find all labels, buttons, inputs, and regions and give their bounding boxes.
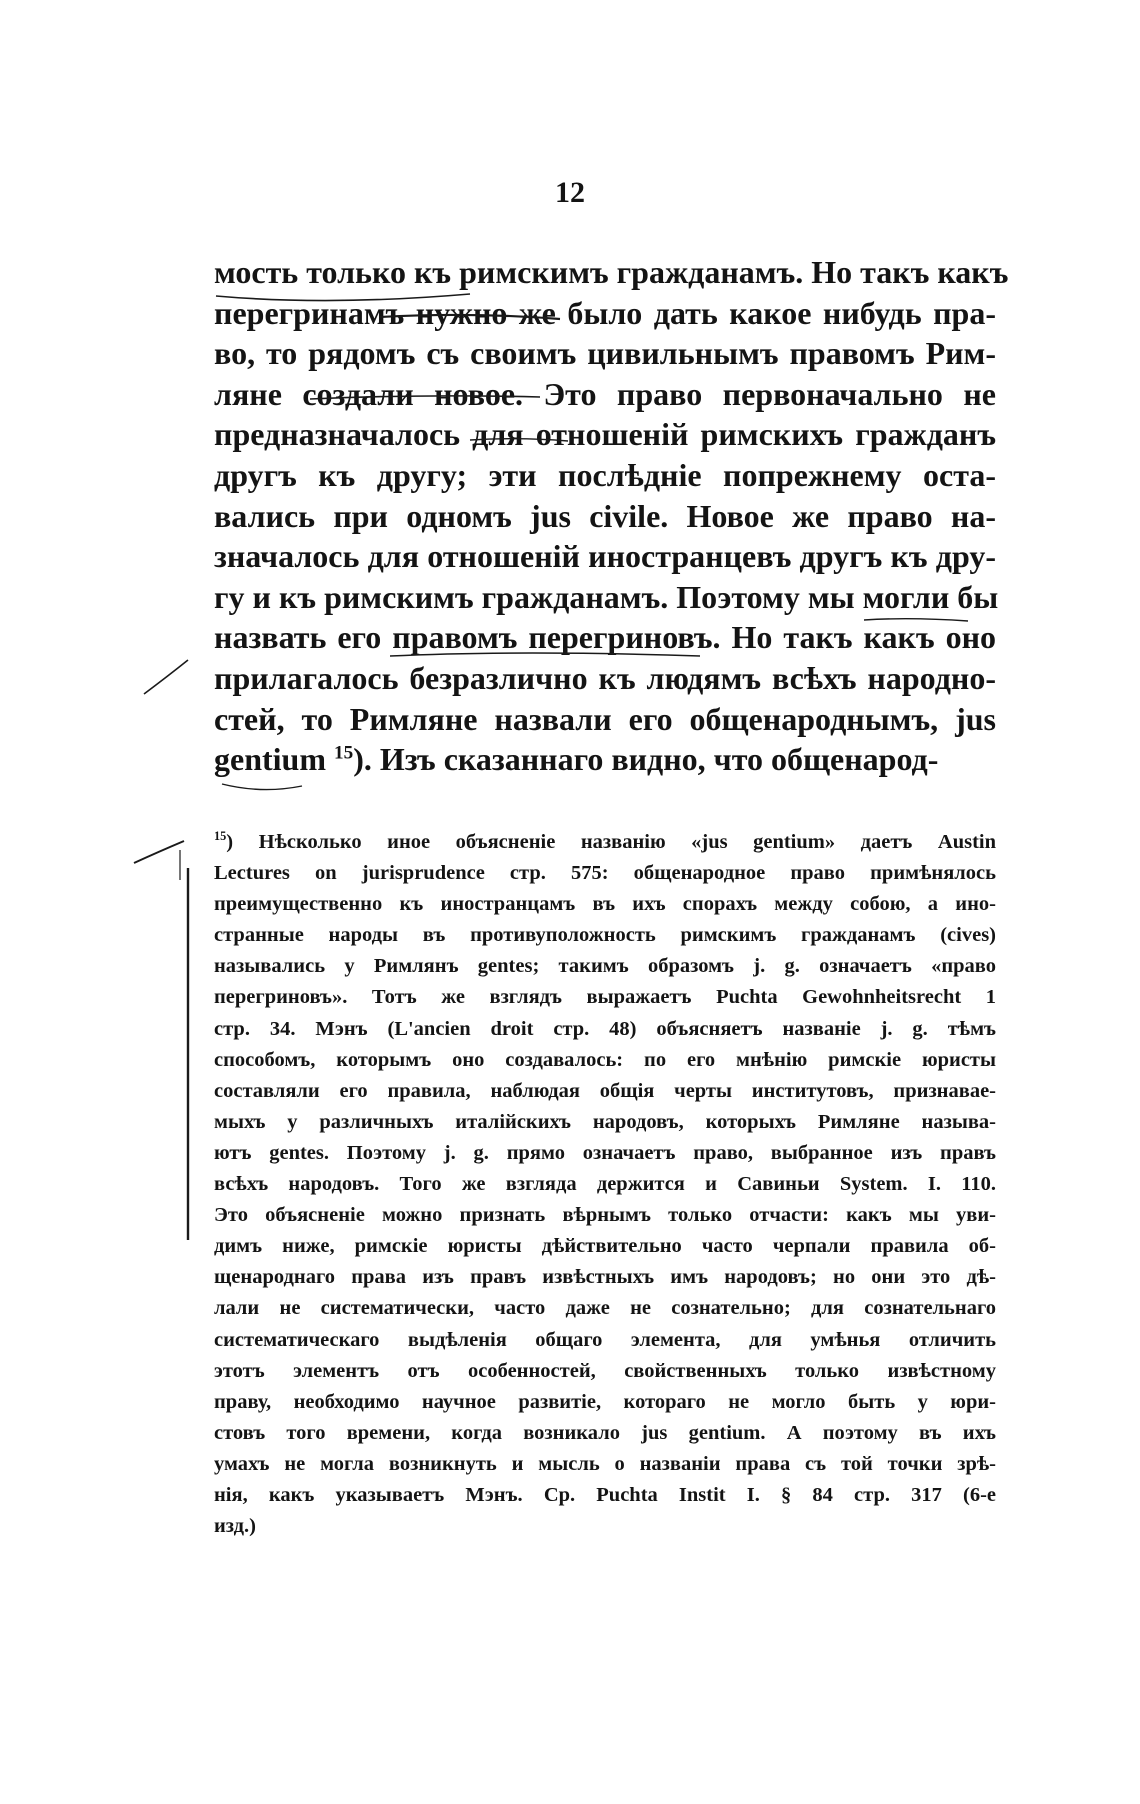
inline-term: gentium xyxy=(214,741,326,778)
footnote-line: изд.) xyxy=(214,1515,257,1538)
text-line: вались при одномъ jus civile. Новое же право на- xyxy=(214,497,996,534)
margin-pencil-stroke xyxy=(134,841,184,863)
page-number: 12 xyxy=(555,176,585,209)
text-line: мость только къ римскимъ гражданамъ. Но такъ какъ xyxy=(214,254,1009,290)
footnote-line: ютъ gentes. Поэтому j. g. прямо означаетъ право, выбранное изъ правъ xyxy=(214,1141,996,1164)
footnote-line: преимущественно къ иностранцамъ въ ихъ спорахъ между собою, а ино- xyxy=(214,893,996,916)
footnote-line: назывались у Римлянъ gentes; такимъ образомъ j. g. означаетъ «право xyxy=(214,955,996,978)
footnote-line: Это объясненiе можно признать вѣрнымъ только отчасти: какъ мы уви- xyxy=(214,1204,996,1227)
text-line: ляне создали новое. Это право первоначально не xyxy=(214,375,996,412)
footnote-reference: 15 xyxy=(334,742,354,764)
footnote-line: перегриновъ». Тотъ же взглядъ выражаетъ Puchta Gewohnheitsrecht 1 xyxy=(214,986,996,1009)
footnote xyxy=(214,827,996,1542)
footnote-line: стр. 34. Мэнъ (L'ancien droit стр. 48) объясняетъ названiе j. g. тѣмъ xyxy=(214,1017,996,1040)
footnote-line: стовъ того времени, когда возникало jus gentium. А поэтому въ ихъ xyxy=(214,1421,996,1444)
footnote-line: систематическаго выдѣленiя общаго элемента, для умѣнья отличить xyxy=(214,1328,996,1351)
text-line: стей, то Римляне назвали его общенароднымъ, jus xyxy=(214,700,996,737)
text-line: гу и къ римскимъ гражданамъ. Поэтому мы могли бы xyxy=(214,578,999,615)
text-fragment: ). Изъ сказаннаго видно, что общенарод- xyxy=(353,741,939,778)
text-line: значалось для отношенiй иностранцевъ другъ къ дру- xyxy=(214,538,996,575)
footnote-marker: 15 xyxy=(214,829,227,844)
underline-mark xyxy=(222,784,302,790)
text-line: прилагалось безразлично къ людямъ всѣхъ народно- xyxy=(214,659,996,696)
footnote-line: лали не систематически, часто даже не сознательно; для сознательнаго xyxy=(214,1297,996,1320)
footnote-line: странные народы въ противуположность римскимъ гражданамъ (cives) xyxy=(214,924,996,947)
footnote-line: всѣхъ народовъ. Того же взгляда держится и Савиньи System. I. 110. xyxy=(214,1173,996,1196)
footnote-line: способомъ, которымъ оно создавалось: по его мнѣнiю римскiе юристы xyxy=(214,1048,996,1071)
main-text xyxy=(214,252,1009,780)
text-line: назвать его правомъ перегриновъ. Но такъ какъ оно xyxy=(214,619,996,656)
text-line: перегринамъ нужно же было дать какое нибудь пра- xyxy=(214,294,996,331)
margin-pencil-stroke xyxy=(144,660,188,694)
footnote-line: составляли его правила, наблюдая общiя черты институтовъ, признавае- xyxy=(214,1079,996,1102)
text-fragment: ) Нѣсколько иное объясненiе названiю «jus gentium» даетъ Austin xyxy=(226,831,996,853)
footnote-line: щенароднаго права изъ правъ извѣстныхъ имъ народовъ; но они это дѣ- xyxy=(214,1266,996,1289)
footnote-line: умахъ не могла возникнуть и мысль о названiи права съ той точки зрѣ- xyxy=(214,1452,996,1475)
text-line: предназначалось для отношенiй римскихъ гражданъ xyxy=(214,416,996,453)
footnote-line: этотъ элементъ отъ особенностей, свойственныхъ только извѣстному xyxy=(214,1359,996,1382)
text-line xyxy=(214,739,996,780)
footnote-line xyxy=(214,827,996,858)
footnote-line: димъ ниже, римскiе юристы дѣйствительно часто черпали правила об- xyxy=(214,1235,996,1258)
footnote-line: Lectures on jurisprudence стр. 575: общенародное право примѣнялось xyxy=(214,862,996,885)
footnote-line: праву, необходимо научное развитiе, котораго не могло быть у юри- xyxy=(214,1390,996,1413)
footnote-line: мыхъ у различныхъ италiйскихъ народовъ, которыхъ Римляне называ- xyxy=(214,1110,996,1133)
text-line: другъ къ другу; эти послѣднiе попрежнему оста- xyxy=(214,456,996,493)
footnote-line: нiя, какъ указываетъ Мэнъ. Ср. Puchta Instit I. § 84 стр. 317 (6-е xyxy=(214,1483,996,1506)
text-line: во, то рядомъ съ своимъ цивильнымъ правомъ Рим- xyxy=(214,335,996,372)
